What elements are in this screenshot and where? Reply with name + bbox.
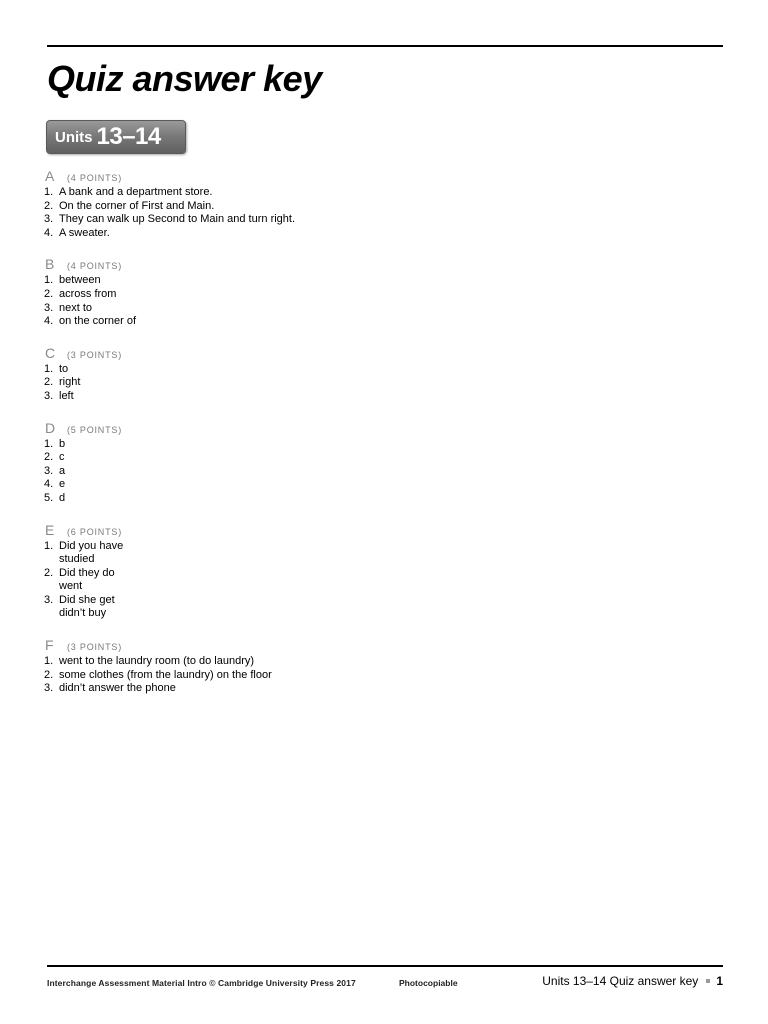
answer-text: on the corner of xyxy=(59,315,137,328)
answer-row xyxy=(44,492,644,506)
answer-number: 3. xyxy=(44,213,54,226)
answer-row xyxy=(44,315,644,329)
section-letter: E xyxy=(45,521,55,538)
answer-text: Did they do xyxy=(59,566,115,579)
section-b xyxy=(44,256,644,328)
section-letter: C xyxy=(45,344,56,361)
answer-item xyxy=(44,302,644,316)
answer-text: went to the laundry room (to do laundry) xyxy=(59,655,255,668)
answer-continuation: didn’t buy xyxy=(59,607,107,620)
section-heading xyxy=(44,420,644,438)
answer-row xyxy=(44,302,644,316)
answer-row xyxy=(44,363,644,377)
section-letter: D xyxy=(45,419,56,436)
answer-item xyxy=(44,200,644,214)
section-heading xyxy=(44,345,644,363)
answer-item xyxy=(44,376,644,390)
answer-item xyxy=(44,567,644,594)
answer-item xyxy=(44,478,644,492)
answer-text: left xyxy=(59,389,74,402)
answer-row xyxy=(44,288,644,302)
answer-item xyxy=(44,465,644,479)
answer-item xyxy=(44,655,644,669)
answer-row xyxy=(44,376,644,390)
answer-item xyxy=(44,594,644,621)
answer-text: next to xyxy=(59,301,93,314)
section-points: (5 POINTS) xyxy=(67,424,123,435)
answer-item xyxy=(44,540,644,567)
answer-number: 2. xyxy=(44,199,54,212)
answer-item xyxy=(44,213,644,227)
section-f xyxy=(44,637,644,696)
answer-text: A sweater. xyxy=(59,226,110,239)
answer-row xyxy=(44,438,644,452)
footer-separator-icon xyxy=(706,979,710,983)
footer-rule xyxy=(47,965,723,967)
answer-item xyxy=(44,186,644,200)
answer-row xyxy=(44,227,644,241)
answer-number: 2. xyxy=(44,376,54,389)
answer-row xyxy=(44,213,644,227)
answer-number: 3. xyxy=(44,682,54,695)
answer-number: 3. xyxy=(44,301,54,314)
answer-number: 5. xyxy=(44,491,54,504)
answer-number: 2. xyxy=(44,451,54,464)
units-badge xyxy=(46,120,186,154)
answer-list xyxy=(44,438,644,506)
section-heading xyxy=(44,256,644,274)
answer-text: between xyxy=(59,274,101,287)
answer-row xyxy=(44,567,644,581)
answer-text: A bank and a department store. xyxy=(59,186,213,198)
answer-sections xyxy=(44,168,644,712)
answer-row xyxy=(44,594,644,608)
section-letter: B xyxy=(45,256,55,273)
answer-item xyxy=(44,682,644,696)
answer-row xyxy=(44,478,644,492)
answer-text: right xyxy=(59,376,81,389)
answer-text: didn’t answer the phone xyxy=(59,682,176,695)
answer-number: 2. xyxy=(44,566,54,579)
answer-list xyxy=(44,655,644,696)
answer-text: On the corner of First and Main. xyxy=(59,199,215,212)
units-badge-numbers: 13–14 xyxy=(96,123,161,150)
answer-text: Did you have xyxy=(59,539,124,552)
section-points: (3 POINTS) xyxy=(67,349,123,360)
page-footer xyxy=(47,972,723,992)
answer-number: 1. xyxy=(44,274,54,287)
answer-row xyxy=(44,669,644,683)
answer-number: 2. xyxy=(44,287,54,300)
section-a xyxy=(44,168,644,240)
answer-item xyxy=(44,669,644,683)
answer-item xyxy=(44,227,644,241)
section-c xyxy=(44,345,644,404)
answer-list xyxy=(44,186,644,240)
answer-item xyxy=(44,492,644,506)
answer-number: 4. xyxy=(44,226,54,239)
answer-text: b xyxy=(59,437,66,450)
answer-number: 1. xyxy=(44,186,54,198)
answer-number: 1. xyxy=(44,655,54,668)
answer-row xyxy=(44,655,644,669)
answer-row xyxy=(44,465,644,479)
answer-item xyxy=(44,451,644,465)
answer-number: 1. xyxy=(44,437,54,450)
answer-list xyxy=(44,540,644,622)
answer-number: 3. xyxy=(44,593,54,606)
section-heading xyxy=(44,522,644,540)
answer-number: 4. xyxy=(44,478,54,491)
answer-list xyxy=(44,274,644,328)
footer-copyright: Interchange Assessment Material Intro © Cambridge University Press 2017 xyxy=(47,978,356,988)
answer-text: e xyxy=(59,478,66,491)
answer-row xyxy=(44,274,644,288)
footer-page-label xyxy=(542,974,723,988)
answer-item xyxy=(44,274,644,288)
answer-text: across from xyxy=(59,287,117,300)
answer-text: They can walk up Second to Main and turn right. xyxy=(59,213,296,226)
section-points: (4 POINTS) xyxy=(67,173,123,183)
answer-item xyxy=(44,390,644,404)
section-d xyxy=(44,420,644,506)
units-badge-label: Units xyxy=(55,128,93,146)
answer-number: 1. xyxy=(44,539,54,552)
top-rule xyxy=(47,45,723,47)
answer-continuation: went xyxy=(59,580,83,593)
answer-item xyxy=(44,315,644,329)
section-points: (6 POINTS) xyxy=(67,526,123,537)
answer-item xyxy=(44,438,644,452)
answer-row xyxy=(44,200,644,214)
answer-row xyxy=(44,186,644,200)
footer-photocopiable: Photocopiable xyxy=(399,978,458,988)
section-points: (3 POINTS) xyxy=(67,642,123,653)
answer-row xyxy=(44,451,644,465)
page-title: Quiz answer key xyxy=(47,58,322,99)
section-points: (4 POINTS) xyxy=(67,261,123,272)
answer-text: some clothes (from the laundry) on the floor xyxy=(59,668,272,681)
answer-row xyxy=(44,390,644,404)
answer-text: Did she get xyxy=(59,593,115,606)
answer-item xyxy=(44,363,644,377)
answer-text: to xyxy=(59,362,69,375)
section-heading xyxy=(44,168,644,186)
answer-number: 3. xyxy=(44,389,54,402)
answer-text: c xyxy=(59,451,65,464)
answer-number: 2. xyxy=(44,668,54,681)
answer-item xyxy=(44,288,644,302)
section-e xyxy=(44,522,644,622)
answer-text: d xyxy=(59,491,66,504)
answer-number: 4. xyxy=(44,315,54,328)
answer-continuation: studied xyxy=(59,553,95,566)
answer-text: a xyxy=(59,464,66,477)
section-letter: F xyxy=(45,637,54,654)
footer-section-title: Units 13–14 Quiz answer key xyxy=(542,974,699,988)
section-heading xyxy=(44,637,644,655)
section-letter: A xyxy=(45,168,55,184)
answer-list xyxy=(44,363,644,404)
answer-number: 1. xyxy=(44,362,54,375)
page-number: 1 xyxy=(716,974,723,988)
answer-number: 3. xyxy=(44,464,54,477)
answer-row xyxy=(44,540,644,554)
answer-row xyxy=(44,682,644,696)
